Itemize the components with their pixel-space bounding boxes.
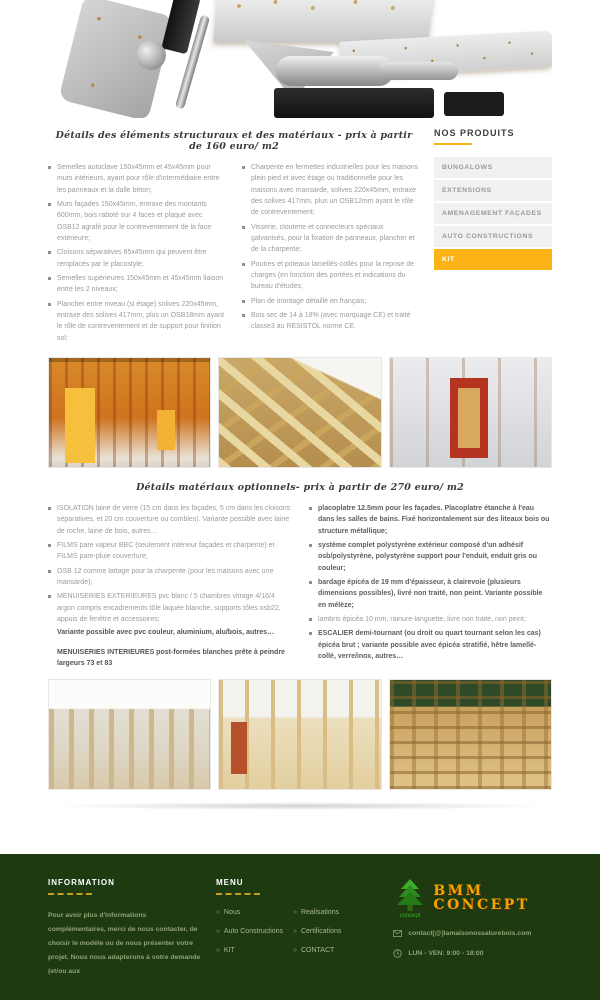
footer-link-kit[interactable]: » KIT: [216, 947, 235, 955]
section2-column1-list: [48, 503, 291, 639]
footer-link-realisations[interactable]: » Realisations: [293, 909, 340, 917]
footer-information-title: INFORMATION: [48, 878, 115, 888]
sidebar-item-kit[interactable]: KIT: [434, 249, 552, 270]
list-item: Bois sec de 14 à 18% (avec marquage CE) et traité classe3 au RESISTOL norme CE.: [242, 310, 420, 333]
hero-decor: [378, 62, 458, 80]
brand-logo[interactable]: [393, 878, 552, 918]
list-item: Plancher entre niveau (si étage) solives 220x45mm, entraxe des solives 417mm, plus un OSB18mm ayant le rôle de contreventement et de support pour finition sol;: [48, 299, 226, 344]
footer-link-certifications[interactable]: » Certifications: [293, 928, 342, 936]
photo-insulation-red-door[interactable]: [389, 357, 552, 468]
photo-orange-interior-framing[interactable]: [48, 357, 211, 468]
menuiseries-interieures-paragraph: MENUISERIES INTERIEURES post-formées blanches prête à peindre largeurs 73 et 83: [57, 648, 285, 667]
footer-menu-links-col1: [216, 909, 283, 966]
footer-email-row[interactable]: [393, 929, 552, 938]
list-item: système complet polystyrène extérieur composé d'un adhésif osb/polystyrène, polystyrène support pour l'enduit, enduit gris ou couleur;: [309, 540, 552, 574]
gallery-row-2: [48, 679, 552, 790]
footer-email: contact[@]lamaisonossaturebois.com: [408, 930, 532, 938]
clock-icon: [393, 949, 402, 958]
brand-name: BMM CONCEPT: [433, 882, 530, 914]
footer-information-text: Pour avoir plus d'informations complémentaires, merci de nous contacter, de choisir le modèle ou de nous présenter votre projet. Nous nous adapterons à votre demande (et/ou aux: [48, 912, 201, 975]
list-item: Murs façades 150x45mm, entraxe des montants 600mm, bois raboté sur 4 faces et plaqué avec OSB12 agrafé pour le contreventement de la face extérieure;: [48, 199, 226, 244]
list-item: Semelles autoclave 150x45mm et 45x45mm pour murs intérieurs, ayant pour rôle d'intermédiaire entre les panneaux et la dalle béton;: [48, 162, 226, 196]
photo-floor-joist-grid[interactable]: [389, 679, 552, 790]
footer-menu-title: MENU: [216, 878, 244, 888]
sidebar-item-amenagement-fa-ades[interactable]: AMENAGEMENT FAÇADES: [434, 203, 552, 224]
list-item: ESCALIER demi-tournant (ou droit ou quart tournant selon les cas) épicéa brut ; variante possible avec épicéa stratifié, hêtre lamellé-collé, verre/inox, autres…: [309, 628, 552, 662]
sidebar-item-bungalows[interactable]: BUNGALOWS: [434, 157, 552, 178]
footer-hours-row: [393, 949, 552, 958]
footer-menu-links-col2: [293, 909, 341, 966]
list-item: FILMS pare vapeur BBC (seulement intérieur façades et charpente) et FILMS pare-pluie couverture;: [48, 540, 291, 563]
logo-subtext: concept: [399, 913, 421, 919]
products-sidebar: [434, 128, 552, 347]
footer-link-contact[interactable]: » CONTACT: [293, 947, 335, 955]
list-item: MENUISERIES EXTERIEURES pvc blanc / 5 chambres vitrage 4/16/4 argon compris encadrements tôle laquée blanche, supports tôles osb22, appuis de fenêtre et accessoires; Variante possible avec pvc couleur, aluminium, alu/bois, autres…: [48, 591, 291, 638]
list-item: Cloisons séparatives 65x45mm qui peuvent être remplacés par le placostyle;: [48, 247, 226, 270]
footer-link-auto-constructions[interactable]: » Auto Constructions: [216, 928, 284, 936]
list-item: lambris épicéa 10 mm, rainure-languette, livré non traité, non peint;: [309, 614, 552, 625]
list-item: Visserie, clouterie et connecteurs spéciaux galvanisés, pour la fixation de panneaux, plancher et de la charpente;: [242, 222, 420, 256]
hero-decor: [444, 92, 504, 116]
hero-decor: [276, 56, 394, 86]
footer-title-underline: [48, 893, 92, 895]
list-item: OSB 12 comme lattage pour la charpente (pour les maisons avec une mansarde);: [48, 566, 291, 589]
email-icon: [393, 929, 402, 938]
tree-logo-icon: [393, 878, 427, 918]
photo-stud-walls-interior[interactable]: [48, 679, 211, 790]
photo-plasterboard-ceiling[interactable]: [218, 679, 381, 790]
section1-heading: Détails des éléments structuraux et des matériaux - prix à partir de 160 euro/ m2: [55, 130, 413, 152]
sidebar-item-auto-constructions[interactable]: AUTO CONSTRUCTIONS: [434, 226, 552, 247]
hero-image-construction-hardware: [48, 0, 552, 118]
section2-column2-list: [309, 503, 552, 669]
gallery-row-1: [48, 357, 552, 468]
sidebar-item-extensions[interactable]: EXTENSIONS: [434, 180, 552, 201]
list-item: bardage épicéa de 19 mm d'épaisseur, à clairevoie (plusieurs dimensions possibles), livré non traité, non peint. Variante possible en mélèze;: [309, 577, 552, 611]
sidebar-title-underline: [434, 143, 472, 145]
section1-column1-list: [48, 162, 226, 347]
hero-decor: [274, 88, 434, 118]
list-item: placoplatre 12.5mm pour les façades. Placoplatre étanche à l'eau dans les salles de bains. Fixé horizontalement sur des liteaux bois ou structure métallique;: [309, 503, 552, 537]
section2-heading: Détails matériaux optionnels- prix à partir de 270 euro/ m2: [136, 481, 464, 493]
footer-hours: LUN - VEN: 9:00 - 18:00: [408, 950, 484, 958]
sidebar-items: [434, 157, 552, 270]
footer: [0, 854, 600, 1000]
section1-column2-list: [242, 162, 420, 347]
list-item: Poutres et poteaux lamellés-collés pour la reprise de charges (en fonction des portées et indications du bureau d'études;: [242, 259, 420, 293]
list-item: Plan de montage détaillé en français;: [242, 296, 420, 307]
list-item: ISOLATION laine de verre (15 cm dans les façades, 5 cm dans les cloisons séparatives, et 20 cm couverture ou combles). Variante possible avec laine de roche, laine de bois, autres…: [48, 503, 291, 537]
footer-link-nous[interactable]: » Nous: [216, 909, 241, 917]
sidebar-title: NOS PRODUITS: [434, 128, 515, 138]
hero-decor: [213, 0, 433, 42]
section-shadow-divider: [48, 802, 552, 810]
list-item: Charpente en fermettes industrielles pour les maisons plein pied et avec étage ou traditionnelle pour les maisons avec mansarde, solives 220x45mm, entraxe des solives 417mm, plus un OSB12mm ayant le rôle de contreventement;: [242, 162, 420, 219]
list-item: Semelles supérieures 150x45mm et 45x45mm liaison entre les 2 niveaux;: [48, 273, 226, 296]
footer-title-underline: [216, 893, 260, 895]
photo-roof-trusses[interactable]: [218, 357, 381, 468]
